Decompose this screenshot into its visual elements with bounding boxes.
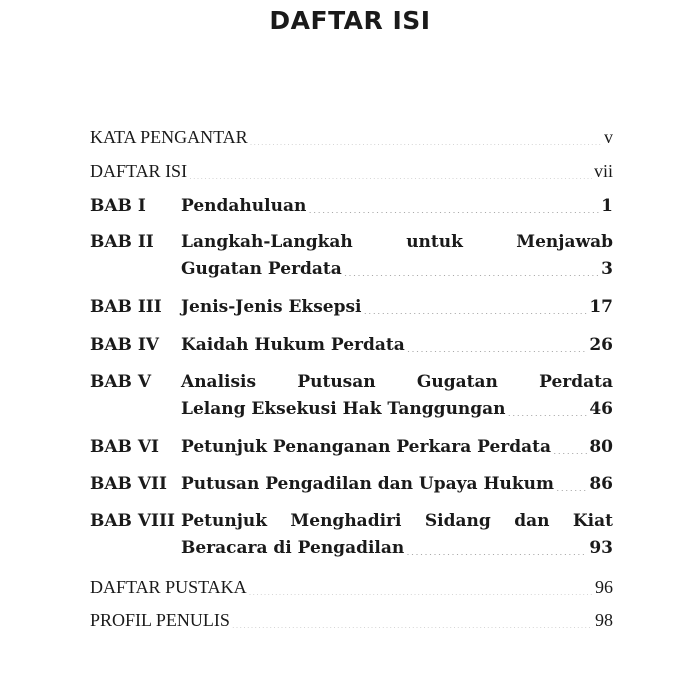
- chapter-title-line-1: Petunjuk Menghadiri Sidang dan Kiat: [181, 511, 613, 531]
- chapter-number: BAB VII: [90, 474, 167, 494]
- toc-page-number: 98: [595, 610, 613, 630]
- dot-leader: [556, 474, 587, 491]
- chapter-number: BAB IV: [90, 335, 159, 355]
- toc-page-number: 80: [589, 437, 613, 457]
- toc-entry-label: DAFTAR PUSTAKA: [90, 577, 247, 597]
- toc-entry-daftar-pustaka: [90, 574, 613, 601]
- chapter-title: Jenis-Jenis Eksepsi: [181, 297, 362, 317]
- toc-page-number: 1: [601, 196, 613, 216]
- chapter-title: Kaidah Hukum Perdata: [181, 335, 405, 355]
- dot-leader: [250, 127, 602, 145]
- chapter-number: BAB I: [90, 196, 146, 216]
- chapter-title: Petunjuk Penanganan Perkara Perdata: [181, 437, 552, 457]
- dot-leader: [344, 259, 599, 276]
- toc-chapter-bab-6: [90, 434, 613, 461]
- toc-entry-kata-pengantar: [90, 124, 613, 151]
- toc-chapter-bab-3: [90, 294, 613, 321]
- chapter-title-line-1: Analisis Putusan Gugatan Perdata: [181, 372, 613, 392]
- toc-page-number: 93: [589, 538, 613, 558]
- dot-leader: [364, 297, 588, 314]
- toc-chapter-bab-2: [90, 229, 613, 279]
- chapter-number: BAB V: [90, 372, 152, 392]
- toc-chapter-bab-1: [90, 193, 613, 220]
- chapter-title: Pendahuluan: [181, 196, 307, 216]
- dot-leader: [308, 196, 599, 213]
- toc-page-number: v: [604, 127, 613, 147]
- chapter-number: BAB II: [90, 232, 154, 252]
- chapter-title-line-2: Beracara di Pengadilan: [181, 538, 405, 558]
- toc-page-number: 46: [589, 399, 613, 419]
- chapter-number: BAB VI: [90, 437, 159, 457]
- toc-page-number: 3: [601, 259, 613, 279]
- toc-chapter-bab-8: [90, 508, 613, 558]
- dot-leader: [553, 437, 587, 454]
- dot-leader: [189, 161, 592, 179]
- toc-page-number: 96: [595, 577, 613, 597]
- toc-entry-profil-penulis: [90, 607, 613, 634]
- toc-page-number: vii: [593, 161, 613, 181]
- toc-chapter-bab-7: [90, 471, 613, 498]
- chapter-title-line-2: Lelang Eksekusi Hak Tanggungan: [181, 399, 506, 419]
- chapter-number: BAB VIII: [90, 511, 175, 531]
- dot-leader: [406, 538, 587, 555]
- toc-chapter-bab-5: [90, 369, 613, 419]
- chapter-title-line-1: Langkah-Langkah untuk Menjawab: [181, 232, 613, 252]
- toc-entry-daftar-isi: [90, 158, 613, 185]
- toc-page-number: 86: [589, 474, 613, 494]
- page-title: DAFTAR ISI: [269, 6, 431, 35]
- toc-chapter-bab-4: [90, 332, 613, 359]
- chapter-title-line-2: Gugatan Perdata: [181, 259, 342, 279]
- toc-page-number: 26: [589, 335, 613, 355]
- dot-leader: [232, 610, 593, 628]
- toc-entry-label: DAFTAR ISI: [90, 161, 188, 181]
- dot-leader: [249, 577, 593, 595]
- chapter-title: Putusan Pengadilan dan Upaya Hukum: [181, 474, 554, 494]
- dot-leader: [508, 399, 588, 416]
- toc-entry-label: KATA PENGANTAR: [90, 127, 248, 147]
- chapter-number: BAB III: [90, 297, 162, 317]
- toc-entry-label: PROFIL PENULIS: [90, 610, 230, 630]
- toc-page-number: 17: [589, 297, 613, 317]
- dot-leader: [407, 335, 588, 352]
